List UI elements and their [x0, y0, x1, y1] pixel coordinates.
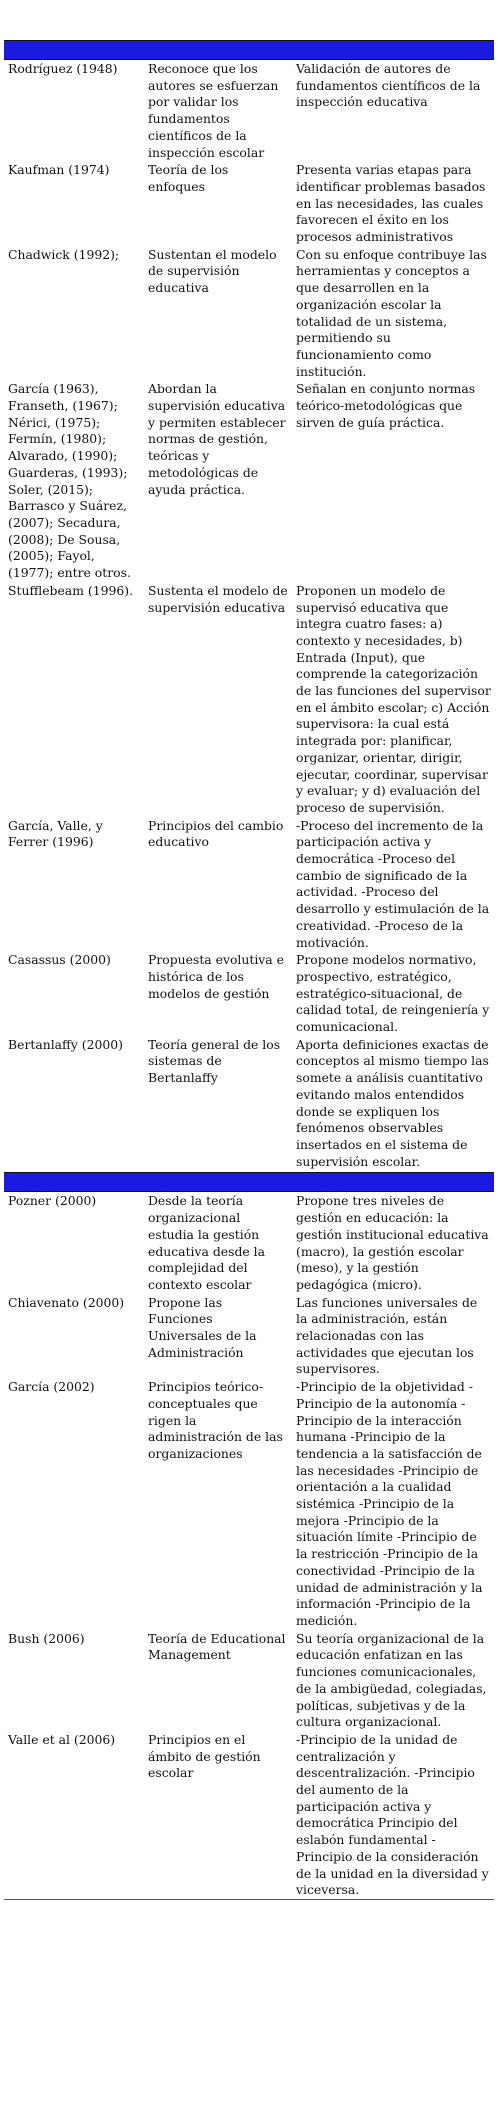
description-cell: Presenta varias etapas para identificar problemas basados en las necesidades, las cuales favorecen el éxito en los procesos administrativos: [296, 162, 486, 245]
contribution-cell: Principios en el ámbito de gestión escolar: [144, 1731, 292, 1900]
author-cell: Bush (2006): [8, 1630, 85, 1646]
contribution-cell: Sustentan el modelo de supervisión educativa: [148, 246, 277, 296]
header-aportes: Aportes: [144, 1173, 292, 1192]
page: [4, 40, 494, 1900]
contribution-cell: Teoría de los enfoques: [148, 162, 229, 194]
description-cell: Con su enfoque contribuye las herramientas y conceptos a que desarrollen en la organización escolar la totalidad de un sistema, permitiendo su funcionamiento como institución.: [296, 246, 487, 379]
contribution-cell: Desde la teoría organizacional estudia la gestión educativa desde la complejidad del contexto escolar: [148, 1193, 266, 1292]
contribution-cell: Abordan la supervisión educativa y permiten establecer normas de gestión, teóricas y metodológicas de ayuda práctica.: [148, 381, 286, 497]
contribution-cell: Principios teórico-conceptuales que rigen la administración de las organizaciones: [148, 1379, 283, 1461]
author-cell: Casassus (2000): [8, 952, 111, 968]
header-aportes: Aportes: [144, 41, 292, 60]
contribution-cell: Propone las Funciones Universales de la Administración: [148, 1294, 257, 1360]
header-autores: Autores: [4, 41, 144, 60]
authors-table-part-1: [4, 40, 494, 1170]
author-cell: García (1963), Franseth, (1967); Nérici, (1975); Fermín, (1980); Alvarado, (1990); Guarderas, (1993); Soler, (2015); Barrasco y Suárez, (2007); Secadura, (2008); De Sousa, (2005); Fayol, (1977); entre otros.: [8, 381, 131, 581]
table-row: [4, 817, 494, 952]
description-cell: Las funciones universales de la administración, están relacionadas con las actividades que ejecutan los supervisores.: [296, 1294, 478, 1377]
table-row: [4, 380, 494, 581]
author-cell: Bertanlaffy (2000): [8, 1036, 124, 1052]
author-cell: Rodríguez (1948): [8, 61, 118, 76]
contribution-cell: Propuesta evolutiva e histórica de los modelos de gestión: [148, 952, 284, 1001]
table-row: [4, 1630, 494, 1731]
authors-table-part-2: [4, 1172, 494, 1900]
contribution-cell: Teoría general de los sistemas de Bertanlaffy: [148, 1036, 281, 1086]
description-cell: Aporta definiciones exactas de conceptos al mismo tiempo las somete a análisis cuantitativo evitando malos entendidos donde se expliquen los fenómenos observables insertados en el sistema de supervisión escolar.: [296, 1036, 489, 1169]
header-descripcion: Descripción: [292, 1173, 494, 1192]
table-row: [4, 60, 494, 162]
table-row: [4, 1378, 494, 1630]
author-cell: Pozner (2000): [8, 1193, 97, 1209]
table-body-2: [4, 1192, 494, 1900]
contribution-cell: Reconoce que los autores se esfuerzan por validar los fundamentos científicos de la inspección escolar: [148, 61, 279, 160]
description-cell: Propone tres niveles de gestión en educación: la gestión institucional educativa (macro), la gestión escolar (meso), y la gestión pedagógica (micro).: [296, 1193, 489, 1292]
author-cell: Valle et al (2006): [4, 1731, 144, 1900]
table-row: [4, 1731, 494, 1900]
contribution-cell: Sustenta el modelo de supervisión educativa: [148, 582, 288, 615]
author-cell: Kaufman (1974): [8, 162, 110, 178]
table-body-1: [4, 60, 494, 1171]
description-cell: Propone modelos normativo, prospectivo, estratégico, estratégico-situacional, de calidad total, de reingeniería y comunicacional.: [296, 952, 490, 1035]
table-row: [4, 951, 494, 1036]
header-row: [4, 1173, 494, 1192]
header-autores: Autores: [4, 1173, 144, 1192]
contribution-cell: Teoría de Educational Management: [148, 1630, 286, 1663]
author-cell: Chiavenato (2000): [8, 1294, 125, 1310]
table-row: [4, 161, 494, 246]
header-row: [4, 41, 494, 60]
author-cell: Stufflebeam (1996).: [8, 582, 134, 598]
description-cell: Validación de autores de fundamentos científicos de la inspección educativa: [296, 61, 481, 110]
description-cell: -Principio de la unidad de centralización y descentralización. -Principio del aumento de la participación activa y democrática Principio del eslabón fundamental -Principio de la consideración de la unidad en la diversidad y viceversa.: [292, 1731, 494, 1900]
description-cell: Proponen un modelo de supervisó educativa que integra cuatro fases: a) contexto y necesidades, b) Entrada (Input), que comprende la categorización de las funciones del supervisor en el ámbito escolar; c) Acción supervisora: la cual está integrada por: planificar, organizar, orientar, dirigir, ejecutar, coordinar, supervisar y evaluar; y d) evaluación del proceso de supervisión.: [296, 582, 491, 815]
description-cell: -Proceso del incremento de la participación activa y democrática -Proceso del cambio de significado de la actividad. -Proceso del desarrollo y estimulación de la creatividad. -Proceso de la motivación.: [296, 817, 490, 950]
contribution-cell: Principios del cambio educativo: [148, 817, 284, 850]
description-cell: -Principio de la objetividad -Principio de la autonomía -Principio de la interacción humana -Principio de la tendencia a la satisfacción de las necesidades -Principio de orientación a la cualidad sistémica -Principio de la mejora -Principio de la situación límite -Principio de la restricción -Principio de la conectividad -Principio de la unidad de administración y la información -Principio de la medición.: [296, 1379, 483, 1628]
description-cell: Señalan en conjunto normas teórico-metodológicas que sirven de guía práctica.: [296, 381, 476, 430]
table-row: [4, 582, 494, 817]
table-row: [4, 1294, 494, 1379]
author-cell: García (2002): [8, 1379, 95, 1395]
author-cell: Chadwick (1992);: [8, 246, 120, 262]
table-row: [4, 1036, 494, 1171]
table-row: [4, 1192, 494, 1294]
header-descripcion: Descripción: [292, 41, 494, 60]
description-cell: Su teoría organizacional de la educación enfatizan en las funciones comunicacionales, de la ambigüedad, colegiadas, políticas, subjetivas y de la cultura organizacional.: [296, 1630, 487, 1730]
author-cell: García, Valle, y Ferrer (1996): [8, 817, 103, 850]
table-row: [4, 246, 494, 381]
